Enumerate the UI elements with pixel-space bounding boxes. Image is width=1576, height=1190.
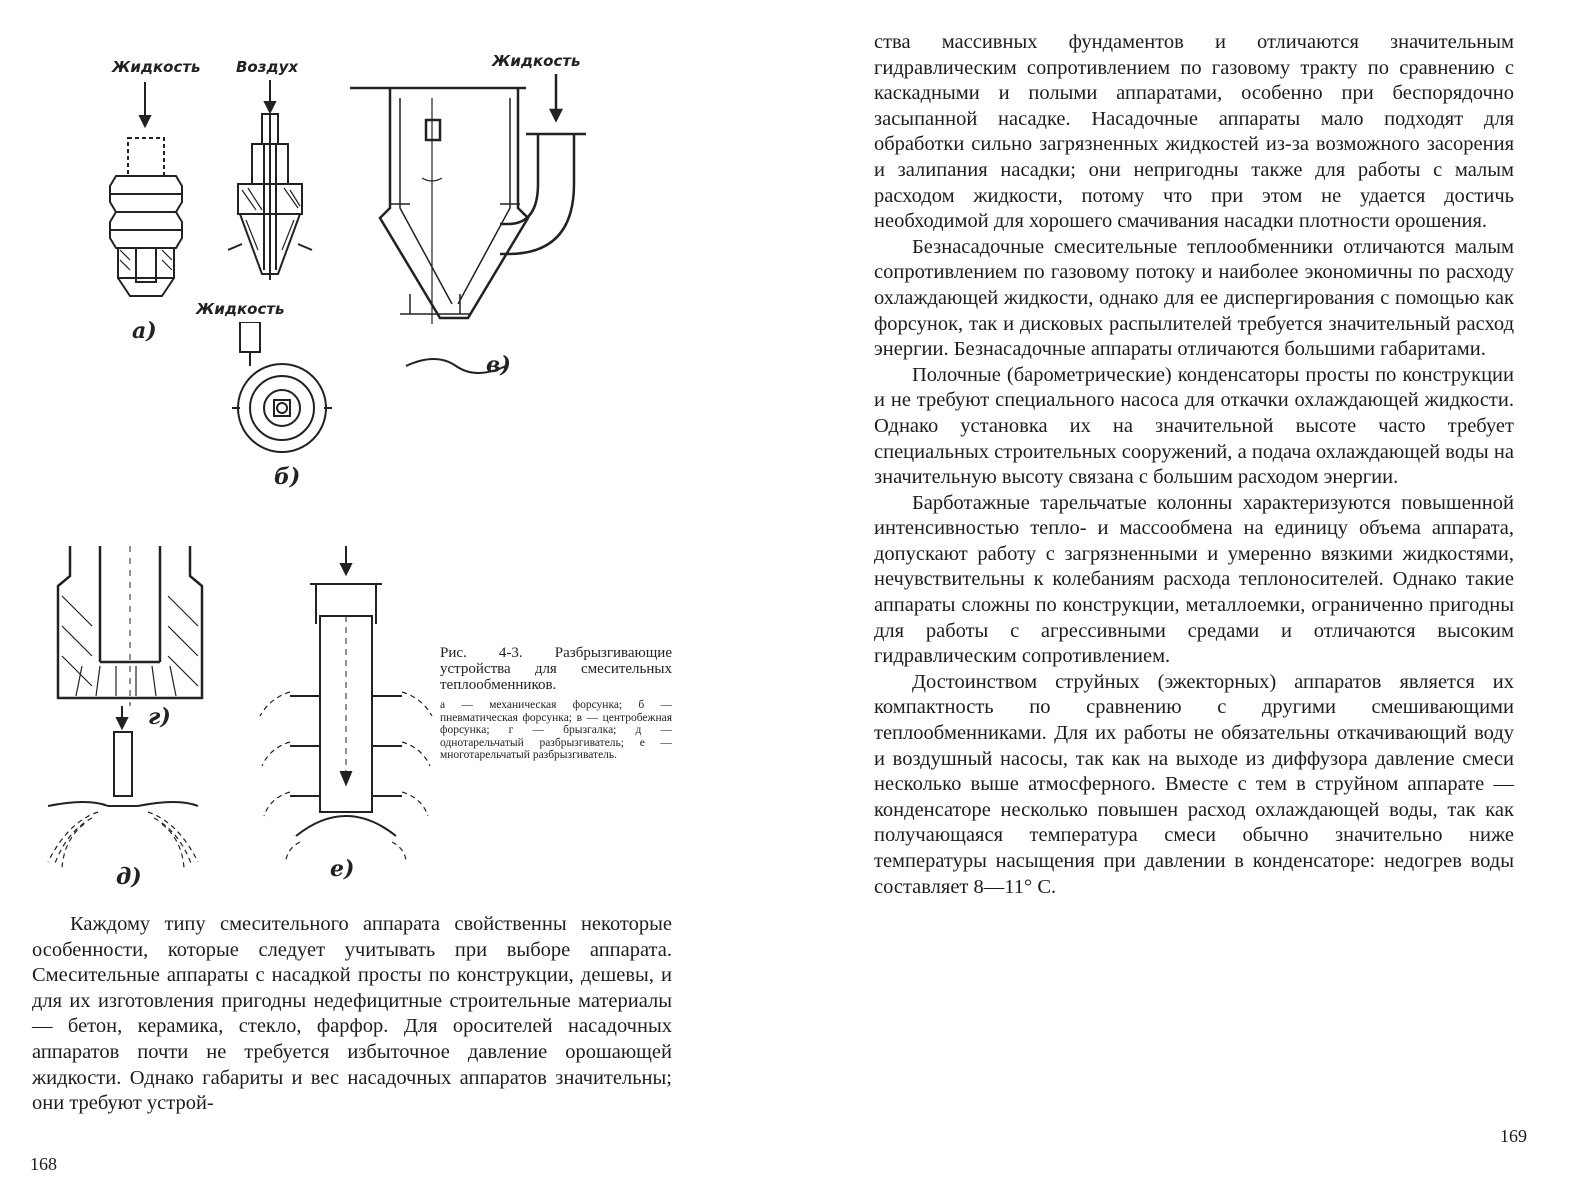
figure-b-bottom-view [228,322,338,462]
label-liquid-v: Жидкость [492,52,581,70]
figure-d-single-disc [28,706,228,876]
page-number-right: 169 [1500,1126,1527,1146]
label-air-b: Воздух [236,58,299,76]
right-paragraph-5: Достоинством струйных (эжекторных) аппаратов является их компактность по сравнению с другими смешивающими теплообменниками. Для их работы не обязательны откачивающий воду и воздушный насосы, так как на выходе из диффузора давление смеси несколько выше атмосферного. Вместе с тем в струйном аппарате — конденсаторе несколько повышен расход охлаждающей воды, так как получающаяся температура смеси обычно значительно ниже температуры насыщения при давлении в конденсаторе: недогрев воды составляет 8—11° С. [874,670,1514,898]
right-paragraph-1: ства массивных фундаментов и отличаются значительным гидравлическим сопротивлением по газовому тракту по сравнению с каскадными и полыми аппаратами, особенно при беспорядочно засыпанной насадке. Насадочные аппараты мало подходят для обработки сильно загрязненных жидкостей из-за возможного засорения и залипания насадки; они непригодны также для работы с малым расходом жидкости, потому что при этом не удается достичь необходимой для хорошего смачивания насадки плотности орошения. [874,31,1514,233]
letter-b: б) [274,464,301,490]
letter-e: е) [330,856,355,882]
letter-a: а) [132,318,157,344]
figure-a-mechanical-nozzle [100,82,210,312]
letter-v: в) [486,352,511,378]
right-body-text [874,30,1514,900]
letter-g: г) [148,704,171,730]
right-paragraph-3: Полочные (барометрические) конденсаторы просты по конструкции и не требуют специального насоса для откачки охлаждающей жидкости. Однако установка их на значительной высоте часто требует специальных строительных сооружений, а подача охлаждающей воды на значительную высоту связана с большим расходом энергии. [874,363,1514,489]
label-liquid-a: Жидкость [112,58,201,76]
right-paragraph-4: Барботажные тарельчатые колонны характеризуются повышенной интенсивностью тепло- и массообмена на единицу объема аппарата, допускают работу с загрязненными и умеренно вязкими жидкостями, нечувствительны к колебаниям расхода теплоносителей. Однако такие аппараты сложны по конструкции, металлоемки, ограниченно пригодны для работы с агрессивными средами и отличаются высоким гидравлическим сопротивлением. [874,491,1514,668]
left-paragraph: Каждому типу смесительного аппарата свойственны некоторые особенности, которые следует учитывать при выборе аппарата. Смесительные аппараты с насадкой просты по конструкции, дешевы, и для их изготовления пригодны недефицитные строительные материалы — бетон, керамика, стекло, фарфор. Для оросителей насадочных аппаратов почти не требуется избыточное давление орошающей жидкости. Однако габариты и вес насадочных аппаратов значительны; они требуют устрой- [32,913,672,1115]
label-liquid-b: Жидкость [196,300,285,318]
figure-e-multi-disc [250,546,440,866]
figure-caption [440,645,672,762]
figure-g-sprinkler [56,546,206,706]
figure-b-pneumatic-nozzle [228,80,328,300]
right-paragraph-2: Безнасадочные смесительные теплообменники отличаются малым сопротивлением по газовому потоку и наиболее экономичны по расходу охлаждающей жидкости, однако для ее диспергирования с помощью как форсунок, так и дисковых распылителей требуется значительный расход энергии. Безнасадочные аппараты отличаются большими габаритами. [874,235,1514,361]
caption-title: Рис. 4-3. Разбрызгивающие устройства для смесительных теплообменников. [440,645,672,693]
figure-v-centrifugal-nozzle [350,74,590,374]
letter-d: д) [116,864,142,890]
caption-legend: а — механическая форсунка; б — пневматическая форсунка; в — центробежная форсунка; г — брызгалка; д — однотарельчатый разбрызгиватель; е — многотарельчатый разбрызгиватель. [440,699,672,761]
right-page [788,0,1576,1190]
page-number-left: 168 [30,1154,57,1174]
left-body-text [32,912,672,1117]
